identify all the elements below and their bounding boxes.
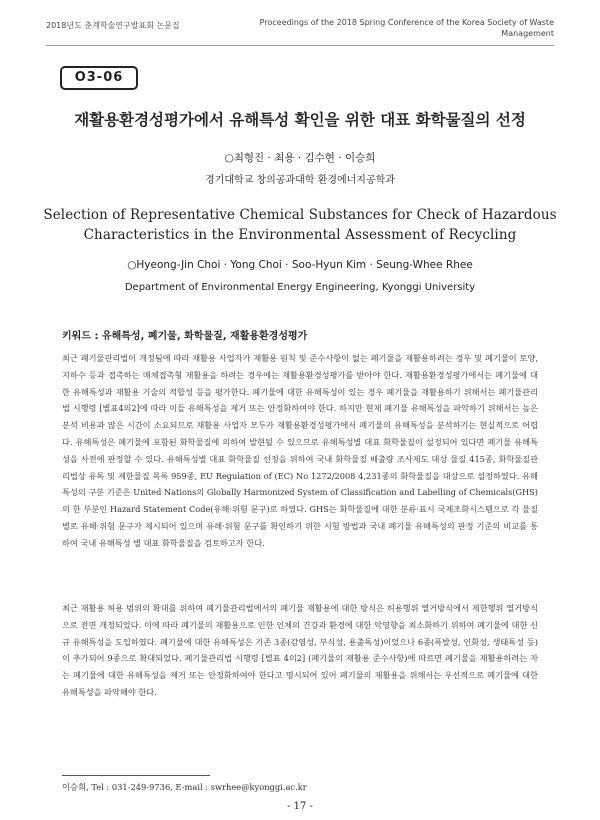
paper-title-english: Selection of Representative Chemical Substances for Check of Hazardous Characteristics in the Environmental Assessment of Recycling — [43, 207, 557, 243]
running-header-left: 2018년도 춘계학술연구발표회 논문집 — [46, 21, 180, 30]
authors-korean: ○최형진 · 최용 · 김수현 · 이승희 — [224, 152, 376, 164]
page-number: - 17 - — [287, 801, 313, 812]
keywords: 키워드 : 유해특성, 폐기물, 화학물질, 재활용환경성평가 — [62, 331, 308, 342]
paper-title-korean: 재활용환경성평가에서 유해특성 확인을 위한 대표 화학물질의 선정 — [74, 111, 526, 129]
affiliation-korean: 경기대학교 창의공과대학 환경에너지공학과 — [205, 175, 395, 186]
authors-english: ○Hyeong-Jin Choi · Yong Choi · Soo-Hyun Kim · Seung-Whee Rhee — [127, 259, 473, 271]
header-divider — [46, 45, 554, 46]
corresponding-author-footnote: 이승희, Tel : 031-249-9736, E-mail : swrhee@kyonggi.ac.kr — [62, 782, 307, 792]
body-paragraph-1: 최근 폐기물관리법이 개정됨에 따라 재활용 사업자가 재활용 원칙 및 준수사항이 없는 폐기물을 재활용하려는 경우 및 폐기물이 토양, 지하수 등과 접촉하는 매체접촉형 재활용을 하려는 경우에는 재활용환경성평가를 받아야 한다. 재활용환경성평가에서는 폐기물에 대한 유해특성과 재활용 기술의 적합성 등을 평가한다. 폐기물에 대한 유해특성이 있는 경우 폐기물을 재활용하기 위해서는 폐기물관리법 시행령 [별표4의2]에 따라 이들 유해특성을 제거 또는 안정화하여야 한다. 하지만 현재 폐기물 유해특성을 파악하기 위해서는 높은 분석 비용과 많은 시간이 소요되므로 재활용 사업자 모두가 재활용환경성평가에서 폐기물의 유해특성을 분석하기는 현실적으로 어렵다. 유해특성은 폐기물에 포함된 화학물질에 의하여 발현될 수 있으므로 유해특성별 대표 화학물질이 설정되어 있다면 폐기물 유해특성을 사전에 판정할 수 있다. 유해특성별 대표 화학물질 선정을 위하여 국내 화학물질 배출량 조사제도 대상 물질 415종, 화학물질관리법상 유독 및 제한물질 목록 959종, EU Regulation of (EC) No 1272/2008 4,231종의 화학물질을 대상으로 설정하였다. 유해특성의 구분 기준은 United Nations의 Globally Harmonized System of Classification and Labelling of Chemicals(GHS)의 한 부분인 Hazard Statement Code(유해·위험 문구)로 하였다. GHS는 화학물질에 대한 분류·표시 국제조화시스템으로 각 물질별로 유해·위험 문구가 제시되어 있으며 유해·위험 문구를 확인하기 위한 시험 방법과 국내 폐기물 유해특성의 판정 기준의 비교를 통하여 국내 유해특성 별 대표 화학물질을 검토하고자 한다. — [62, 353, 538, 548]
body-paragraph-2: 최근 재활용 허용 범위의 확대를 위하여 폐기물관리법에서의 폐기물 재활용에 대한 방식은 허용행위 열거방식에서 제한행위 열거방식으로 전면 개정되었다. 이에 따라 폐기물의 재활용으로 인한 인체의 건강과 환경에 대한 악영향을 최소화하기 위하여 폐기물에 대한 신규 유해특성을 도입하였다. 폐기물에 대한 유해특성은 기존 3종(감염성, 부식성, 용출독성)이었으나 6종(폭발성, 인화성, 생태독성 등)이 추가되어 9종으로 확대되었다. 폐기물관리법 시행령 [별표 4의2] (폐기물의 재활용 준수사항)에 따르면 폐기물을 재활용하려는 자는 폐기물에 대한 유해특성을 제거 또는 안정화하여야 한다고 명시되어 있어 폐기물의 재활용을 위해서는 우선적으로 폐기물에 대한 유해특성을 파악해야 한다. — [62, 603, 538, 697]
paper-code-badge: O3-06 — [60, 66, 138, 90]
affiliation-english: Department of Environmental Energy Engineering, Kyonggi University — [124, 282, 476, 293]
footnote-divider — [62, 775, 210, 776]
running-header-right: Proceedings of the 2018 Spring Conference of the Korea Society of Waste Management — [259, 18, 554, 38]
